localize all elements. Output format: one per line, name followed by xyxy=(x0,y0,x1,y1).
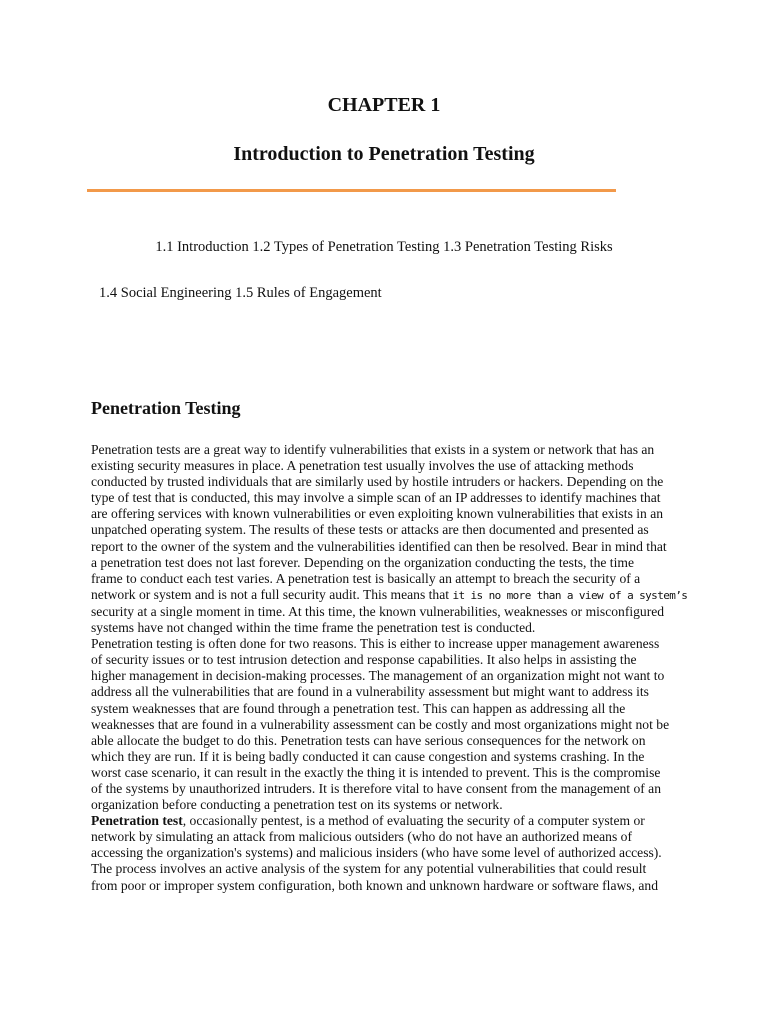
body-text xyxy=(91,442,687,894)
body-line-mixed xyxy=(91,587,687,604)
body-line: which they are run. If it is being badly conducted it can cause congestion and systems crashing. In the xyxy=(91,748,645,764)
body-line: from poor or improper system configuration, both known and unknown hardware or software flaws, and xyxy=(91,877,659,893)
body-line: system weaknesses that are found through a penetration test. This can happen as addressing all the xyxy=(91,700,626,716)
body-line: higher management in decision-making processes. The management of an organization might not want to xyxy=(91,668,665,684)
body-line: report to the owner of the system and the vulnerabilities identified can then be resolved. Bear in mind that xyxy=(91,538,667,554)
body-line: Penetration testing is often done for two reasons. This is either to increase upper management awareness xyxy=(91,636,660,652)
body-line-odd-font: it is no more than a view of a system’s xyxy=(452,588,688,602)
body-line: The process involves an active analysis of the system for any potential vulnerabilities that could result xyxy=(91,861,647,877)
body-line: accessing the organization's systems) and malicious insiders (who have some level of authorized access). xyxy=(91,845,662,861)
body-line: systems have not changed within the time frame the penetration test is conducted. xyxy=(91,620,536,636)
body-line: are offering services with known vulnerabilities or even exploiting known vulnerabilities that exists in an xyxy=(91,506,664,522)
body-line: a penetration test does not last forever. Depending on the organization conducting the tests, the time xyxy=(91,554,634,570)
body-line: weaknesses that are found in a vulnerability assessment can be costly and most organizations might not be xyxy=(91,716,670,732)
body-line: type of test that is conducted, this may involve a simple scan of an IP addresses to identify machines that xyxy=(91,490,661,506)
body-line: existing security measures in place. A penetration test usually involves the use of attacking methods xyxy=(91,458,634,474)
definition-text: , occasionally pentest, is a method of evaluating the security of a computer system or xyxy=(182,813,645,829)
toc-line-1: 1.1 Introduction 1.2 Types of Penetration Testing 1.3 Penetration Testing Risks xyxy=(155,239,613,255)
body-line: unpatched operating system. The results of these tests or attacks are then documented and presented as xyxy=(91,522,649,538)
definition-term: Penetration test xyxy=(91,813,183,829)
body-line: network by simulating an attack from malicious outsiders (who do not have an authorized means of xyxy=(91,829,632,845)
orange-divider xyxy=(87,189,616,192)
chapter-title: Introduction to Penetration Testing xyxy=(233,143,535,165)
body-line-mixed xyxy=(91,813,687,829)
chapter-label: CHAPTER 1 xyxy=(327,94,441,116)
body-line: able allocate the budget to do this. Penetration tests can have serious consequences for the network on xyxy=(91,732,646,748)
toc-line-2: 1.4 Social Engineering 1.5 Rules of Engagement xyxy=(99,285,382,301)
body-line: frame to conduct each test varies. A penetration test is basically an attempt to breach the security of a xyxy=(91,570,641,586)
body-line: worst case scenario, it can result in the exactly the thing it is intended to prevent. This is the compromise xyxy=(91,764,661,780)
body-line: security at a single moment in time. At this time, the known vulnerabilities, weaknesses or misconfigured xyxy=(91,603,665,619)
section-heading: Penetration Testing xyxy=(91,398,241,418)
body-line: organization before conducting a penetration test on its systems or network. xyxy=(91,797,503,813)
body-line-start: network or system and is not a full security audit. This means that xyxy=(91,586,453,602)
body-line: of the systems by unauthorized intruders. It is therefore vital to have consent from the management of an xyxy=(91,780,662,796)
body-line: address all the vulnerabilities that are found in a vulnerability assessment but might want to address its xyxy=(91,684,649,700)
body-line: conducted by trusted individuals that are similarly used by hostile intruders or hackers. Depending on the xyxy=(91,474,664,490)
body-line: of security issues or to test intrusion detection and response capabilities. It also helps in assisting the xyxy=(91,652,637,668)
body-line: Penetration tests are a great way to identify vulnerabilities that exists in a system or network that has an xyxy=(91,442,655,457)
